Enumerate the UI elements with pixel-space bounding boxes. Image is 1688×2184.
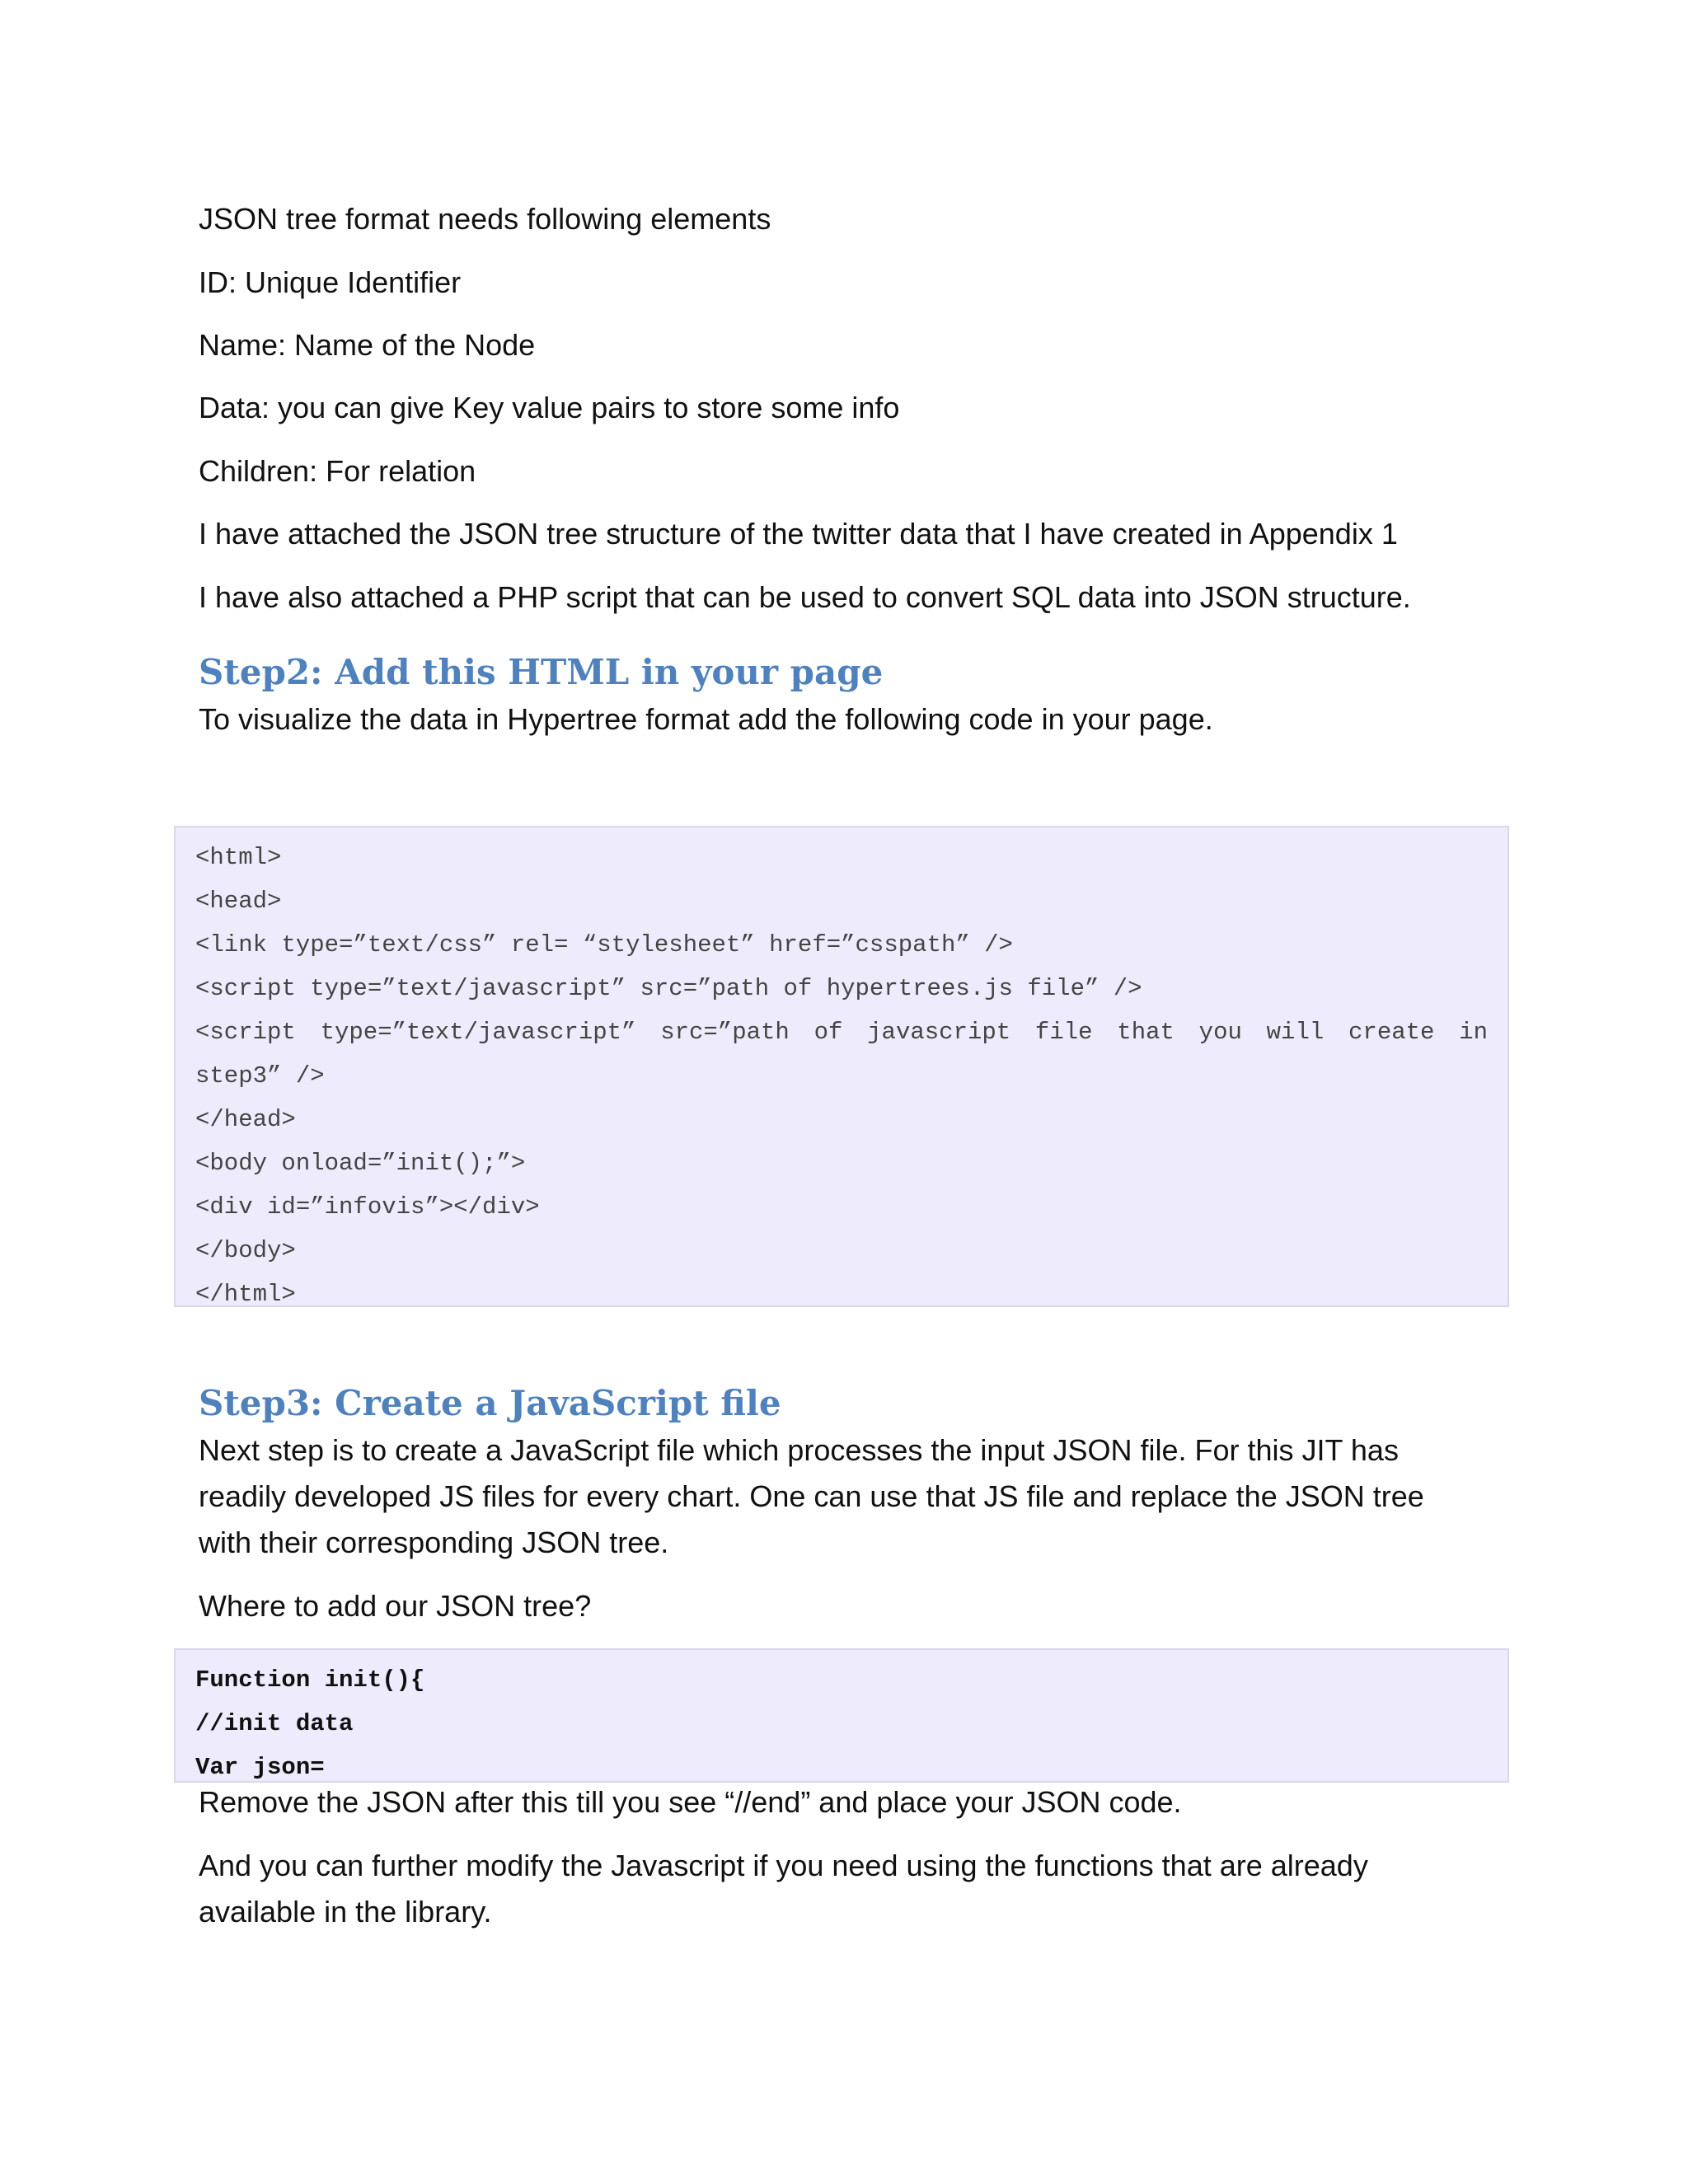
step3-text: Next step is to create a JavaScript file which processes the input JSON file. For this JIT has readily developed JS files for every chart. One can use that JS file and replace the JSON tree with their corresponding JSON tree. [199, 1433, 1424, 1559]
intro-line-6: I have attached the JSON tree structure of the twitter data that I have created in Appendix 1 [199, 517, 1398, 551]
code-line: <head> [195, 888, 282, 915]
code-line: </head> [195, 1106, 296, 1133]
step3-after-code: Remove the JSON after this till you see “//end” and place your JSON code. [199, 1785, 1182, 1819]
code-line: <script type=”text/javascript” src=”path of javascript file that you will create in [195, 1019, 1488, 1046]
code-line: <script type=”text/javascript” src=”path of hypertrees.js file” /> [195, 975, 1142, 1002]
intro-line-2: ID: Unique Identifier [199, 265, 462, 299]
intro-line-4: Data: you can give Key value pairs to store some info [199, 391, 900, 424]
code-line: //init data [195, 1710, 354, 1737]
step2-text: To visualize the data in Hypertree format add the following code in your page. [199, 702, 1213, 736]
intro-line-5: Children: For relation [199, 454, 476, 488]
step3-heading: Step3: Create a JavaScript file [199, 1383, 781, 1423]
code-line: <link type=”text/css” rel= “stylesheet” href=”csspath” /> [195, 931, 1013, 958]
code-line: </body> [195, 1237, 296, 1264]
intro-line-1: JSON tree format needs following elements [199, 202, 771, 236]
intro-line-3: Name: Name of the Node [199, 328, 536, 362]
intro-line-7: I have also attached a PHP script that can be used to convert SQL data into JSON structure. [199, 580, 1411, 614]
step3-question: Where to add our JSON tree? [199, 1589, 592, 1623]
step3-closing: And you can further modify the Javascript if you need using the functions that are already available in the library. [199, 1849, 1368, 1929]
step2-heading: Step2: Add this HTML in your page [199, 652, 884, 692]
code-line: Function init(){ [195, 1666, 425, 1694]
html-code-block [174, 826, 1509, 1307]
code-line: step3” /> [195, 1062, 325, 1090]
code-line: <div id=”infovis”></div> [195, 1193, 540, 1221]
code-line: Var json= [195, 1754, 325, 1781]
code-line: </html> [195, 1281, 296, 1307]
code-line: <body onload=”init();”> [195, 1150, 526, 1177]
code-line: <html> [195, 844, 282, 871]
js-code-block [174, 1648, 1509, 1783]
